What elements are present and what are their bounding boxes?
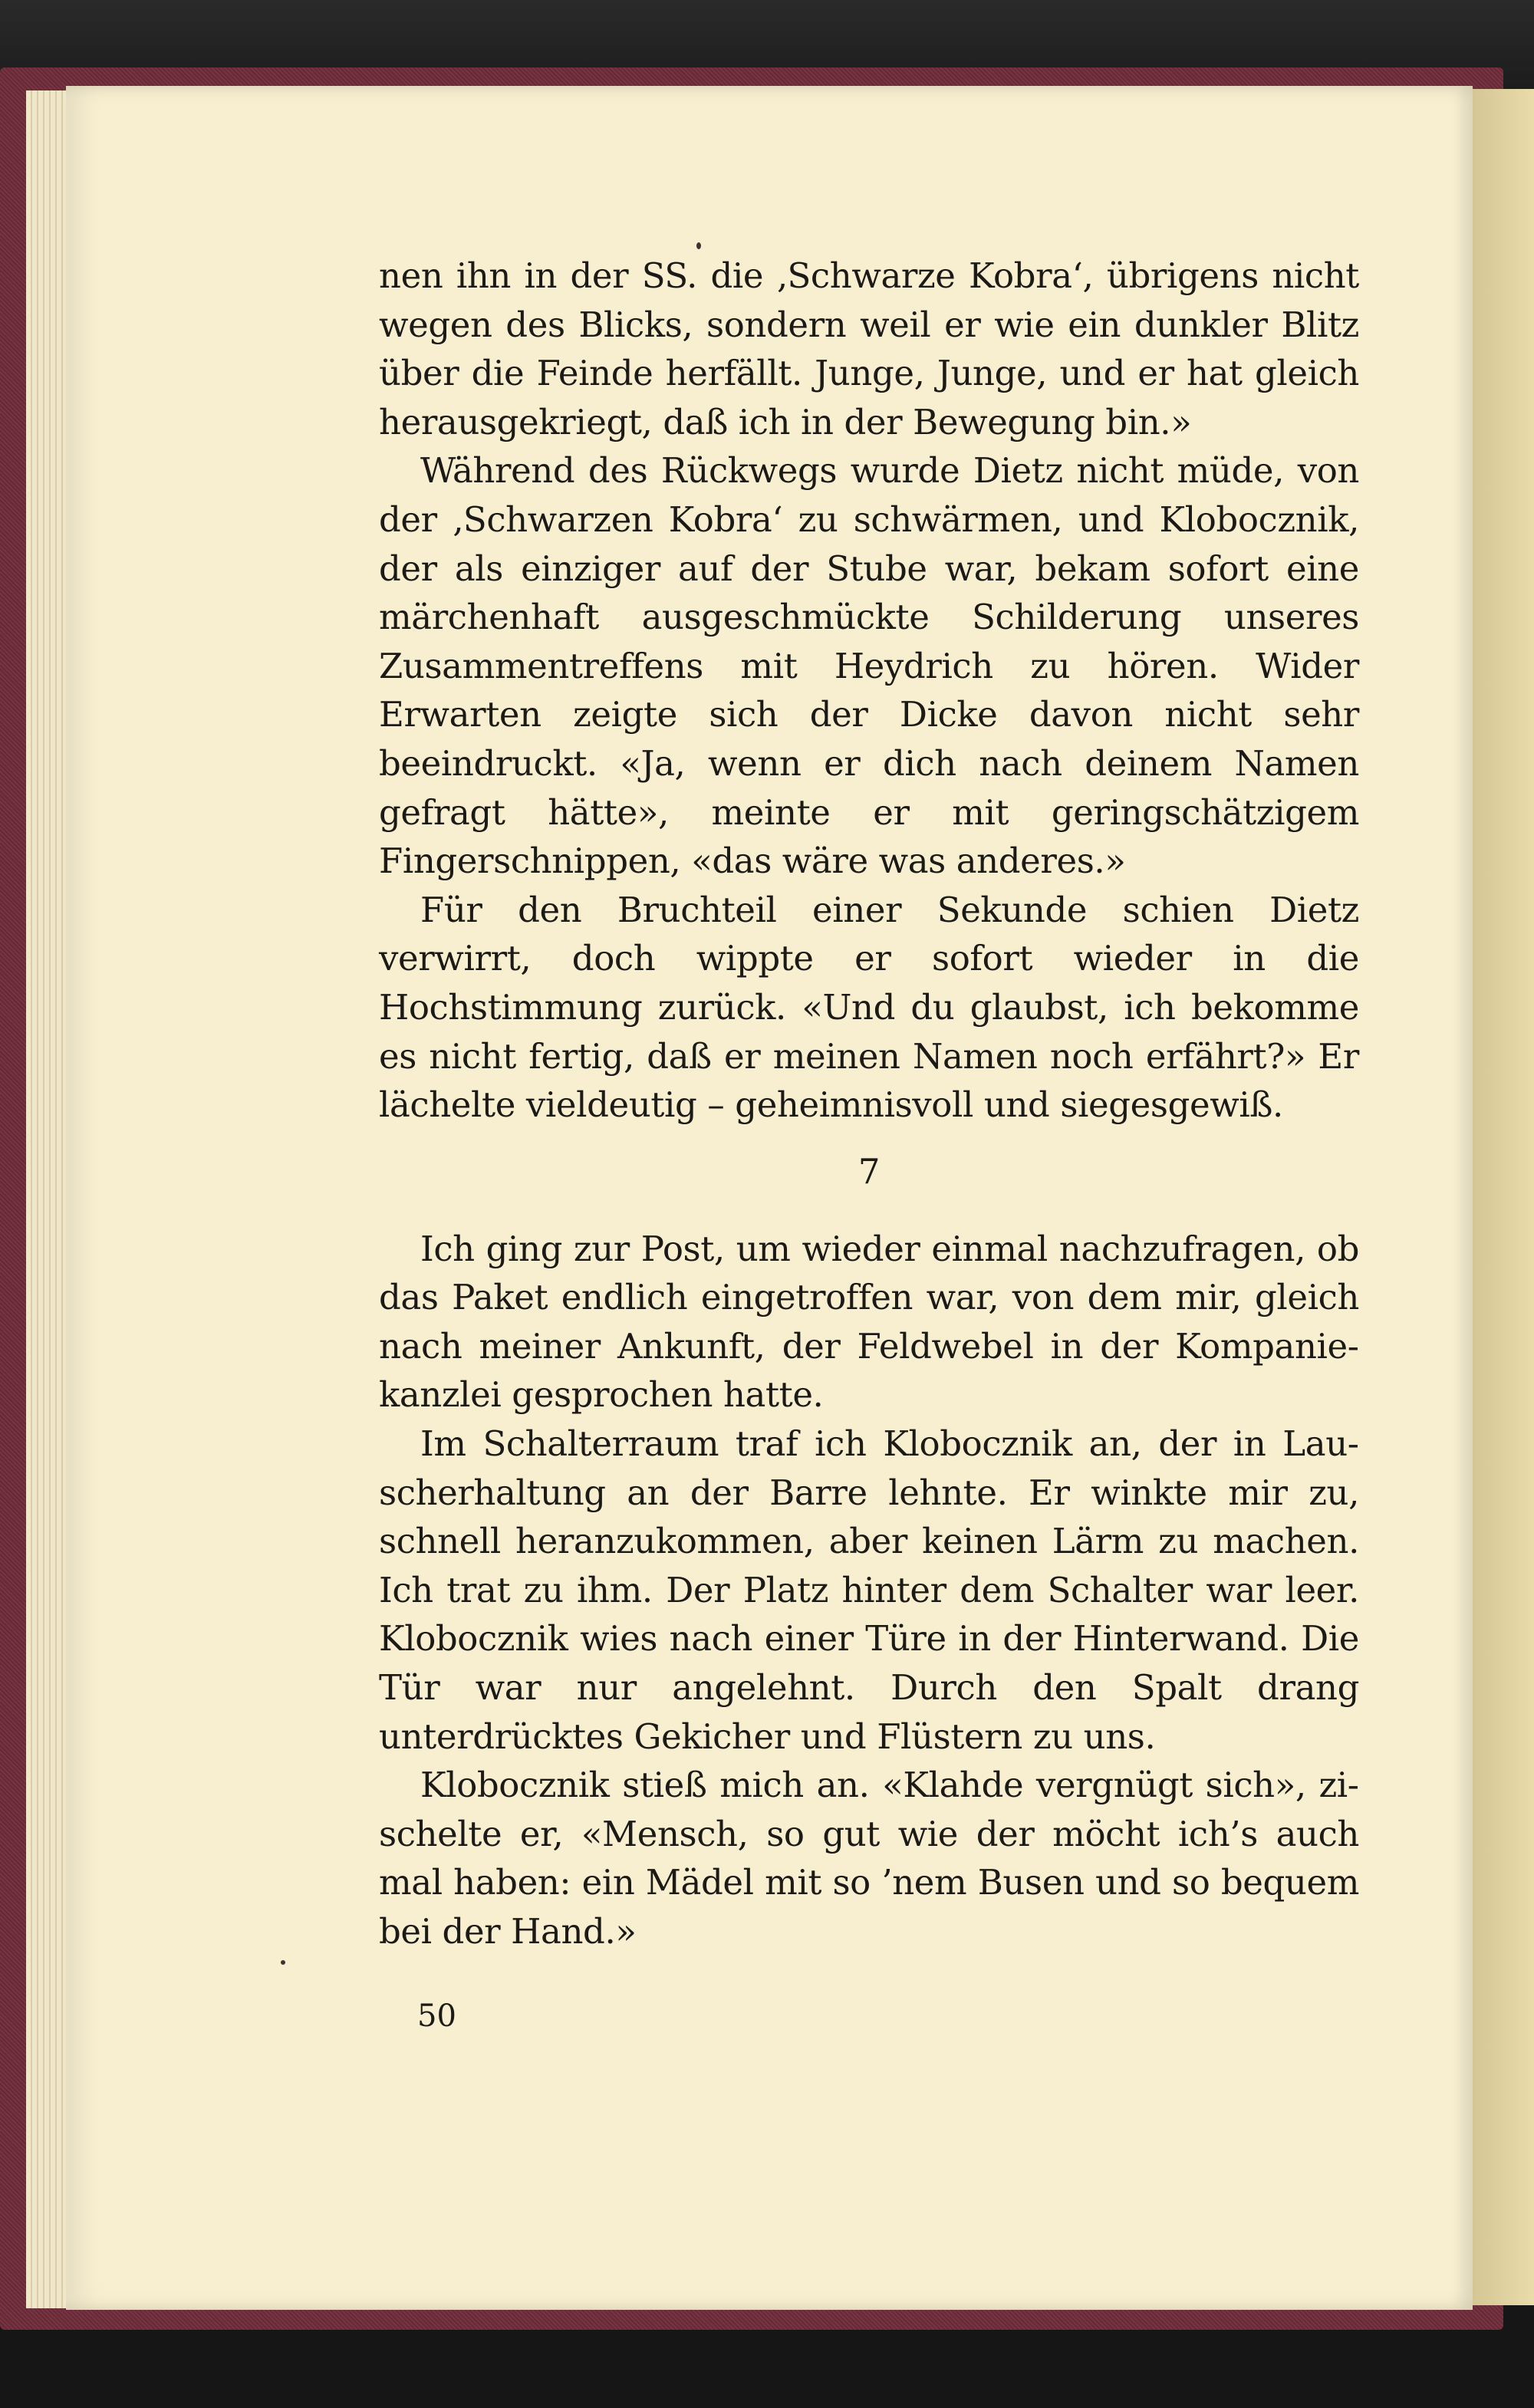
paragraph: Für den Bruchteil einer Sekunde schien Dietz verwirrt, doch wippte er sofort wieder in die Hochstimmung zurück. «Und du glaubst, ich bekomme es nicht fertig, daß er meinen Namen noch erfährt?» Er lächelte vieldeutig – geheimnisvoll und siegesgewiß. (379, 889, 1359, 1126)
paragraph: nen ihn in der SS. die ‚Schwarze Kobra‘, übrigens nicht wegen des Blicks, sondern weil er wie ein dunkler Blitz über die Feinde herfällt. Junge, Junge, und er hat gleich herausgekriegt, daß ich in der Bewegung bin.» (379, 255, 1359, 442)
facing-page-edge (1471, 89, 1534, 2305)
ink-speck (281, 1960, 285, 1965)
paragraph: Im Schalterraum traf ich Klobocznik an, der in Lauscherhaltung an der Barre lehnte. Er winkte mir zu, schnell heranzukommen, aber keinen Lärm zu machen. Ich trat zu ihm. Der Platz hinter dem Schalter war leer. Klobocznik wies nach einer Türe in der Hinterwand. Die Tür war nur angelehnt. Durch den Spalt drang unterdrücktes Gekicher und Flüstern zu uns. (379, 1423, 1359, 1757)
body-text (379, 252, 1359, 1956)
page-number: 50 (417, 1998, 456, 2034)
section-number: 7 (858, 1150, 881, 1192)
paragraph: Während des Rückwegs wurde Dietz nicht müde, von der ‚Schwarzen Kobra‘ zu schwärmen, und Klobocznik, der als einziger auf der Stube war, bekam sofort eine märchenhaft ausgeschmückte Schilderung unseres Zusammentreffens mit Heydrich zu hören. Wider Erwarten zeigte sich der Dicke davon nicht sehr beeindruckt. «Ja, wenn er dich nach deinem Namen gefragt hätte», meinte er mit geringschätzigem Fingerschnippen, «das wäre was anderes.» (379, 450, 1359, 882)
paragraph: Klobocznik stieß mich an. «Klahde vergnügt sich», zischelte er, «Mensch, so gut wie der möcht ich’s auch mal haben: ein Mädel mit so ’nem Busen und so bequem bei der Hand.» (379, 1765, 1359, 1952)
paragraph: Ich ging zur Post, um wieder einmal nachzufragen, ob das Paket endlich eingetroffen war, von dem mir, gleich nach meiner Ankunft, der Feldwebel in der Kompaniekanzlei gesprochen hatte. (379, 1228, 1359, 1416)
ink-speck (696, 242, 701, 249)
